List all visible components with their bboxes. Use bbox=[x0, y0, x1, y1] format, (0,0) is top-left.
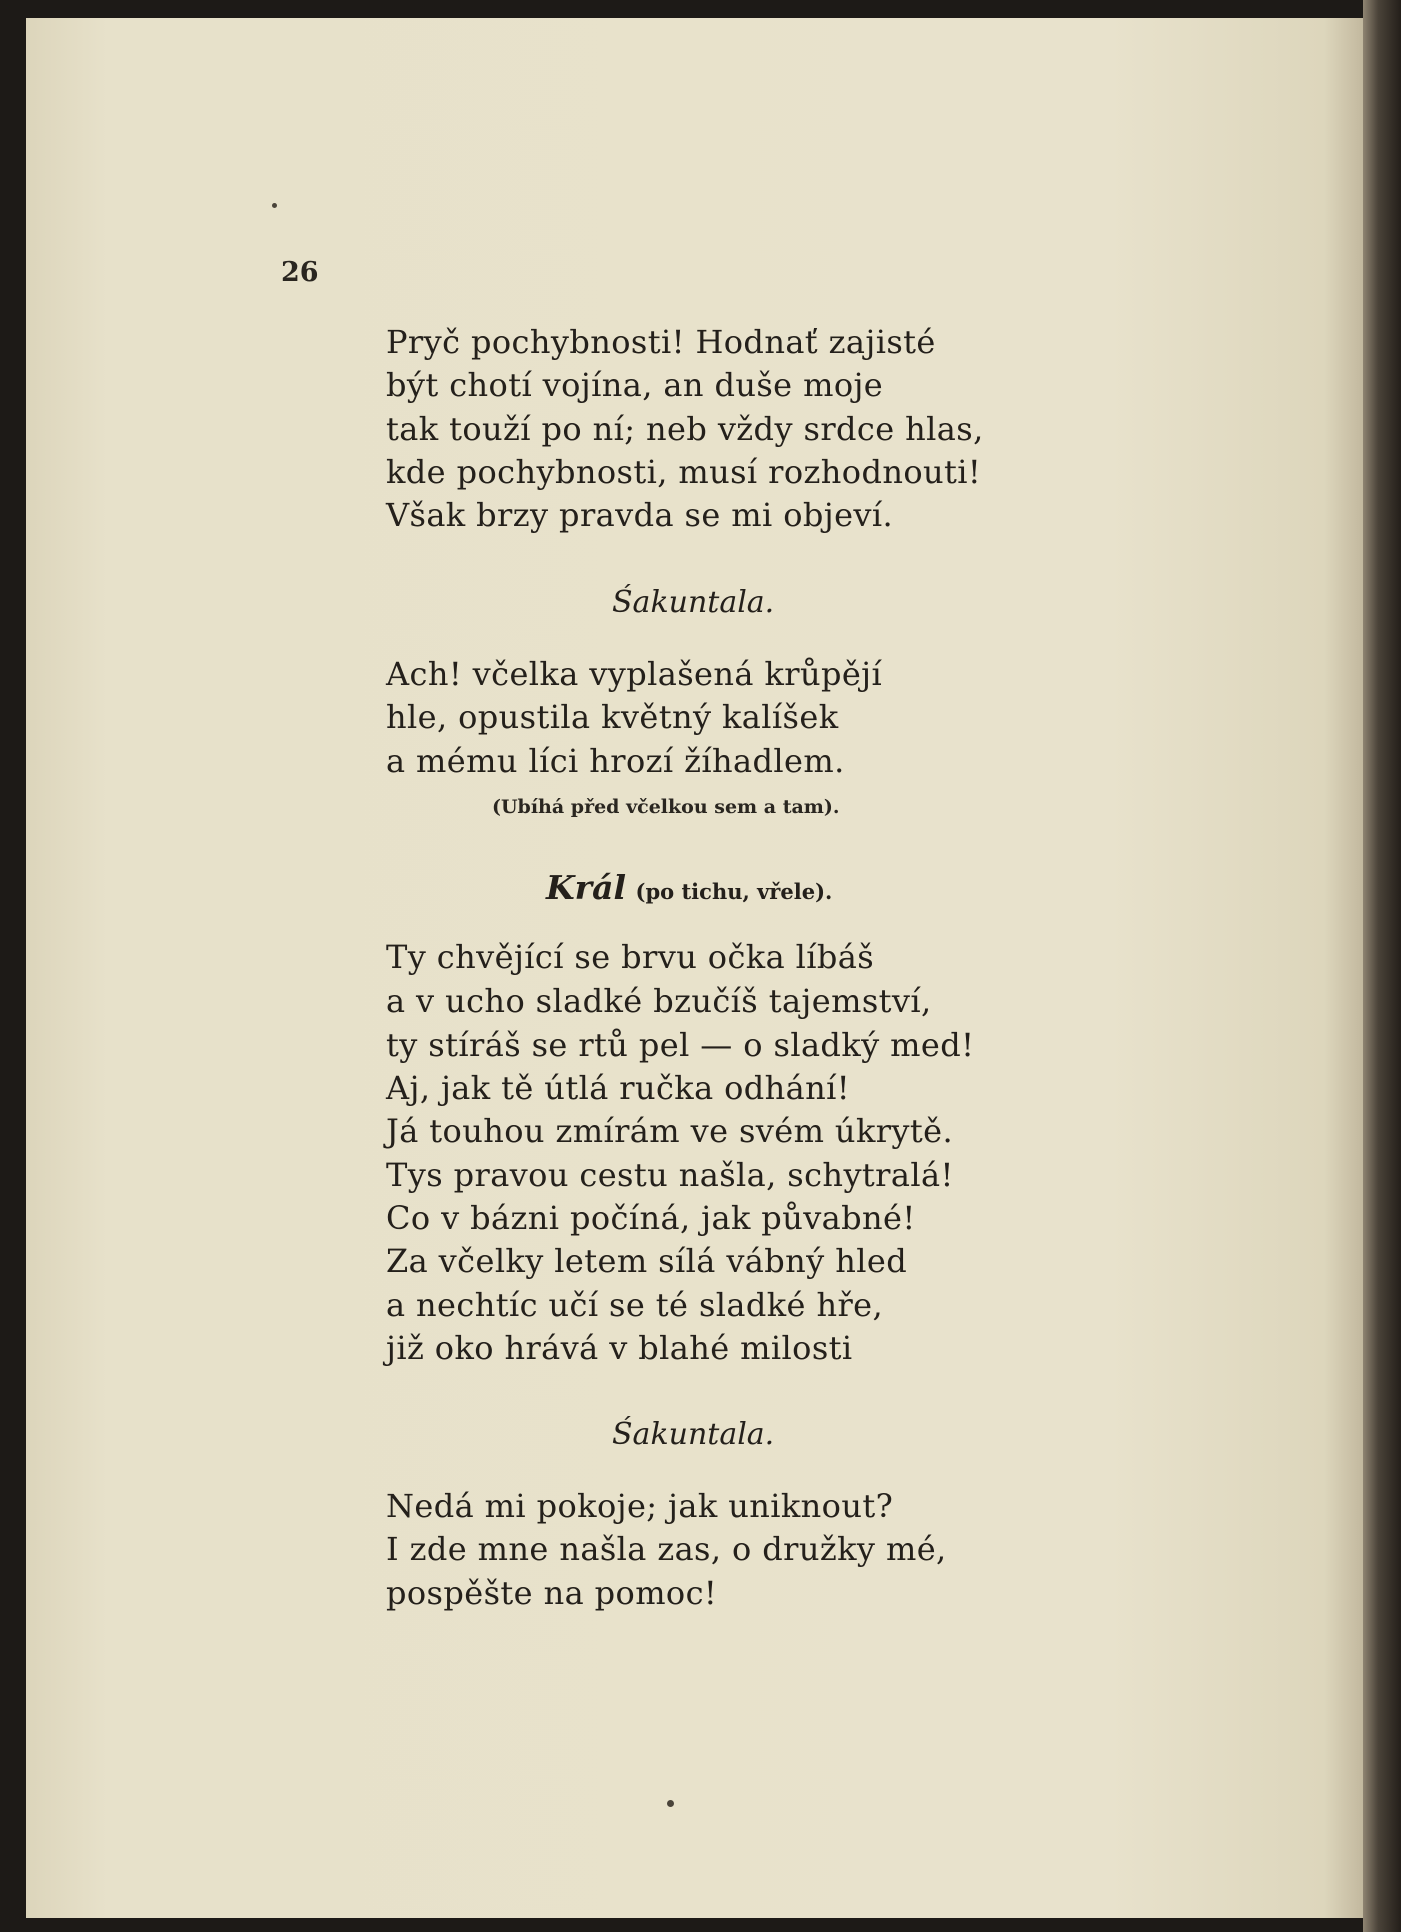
verse-line: být chotí vojína, an duše moje bbox=[386, 366, 884, 404]
verse-line: Aj, jak tě útlá ručka odhání! bbox=[386, 1069, 851, 1107]
verse-line: a nechtíc učí se té sladké hře, bbox=[386, 1286, 884, 1324]
verse-line: Za včelky letem sílá vábný hled bbox=[386, 1242, 908, 1280]
verse-line: kde pochybnosti, musí rozhodnouti! bbox=[386, 453, 982, 491]
book-binding-edge bbox=[1363, 0, 1401, 1932]
verse-line: Co v bázni počíná, jak půvabné! bbox=[386, 1199, 916, 1237]
verse-line: již oko hrává v blahé milosti bbox=[386, 1329, 853, 1367]
verse-line: I zde mne našla zas, o družky mé, bbox=[386, 1530, 947, 1568]
verse-line: Pryč pochybnosti! Hodnať zajisté bbox=[386, 323, 936, 361]
speaker-direction: (po tichu, vřele). bbox=[635, 879, 833, 904]
speaker-name: Śakuntala. bbox=[612, 585, 775, 620]
page-number: 26 bbox=[281, 257, 319, 288]
verse-line: Ty chvějící se brvu očka líbáš bbox=[386, 938, 875, 976]
speaker-heading bbox=[546, 868, 832, 907]
speaker-name: Śakuntala. bbox=[612, 1417, 775, 1452]
verse-line: Já touhou zmírám ve svém úkrytě. bbox=[386, 1112, 954, 1150]
verse-line: Však brzy pravda se mi objeví. bbox=[386, 496, 894, 534]
verse-line: pospěšte na pomoc! bbox=[386, 1574, 718, 1612]
verse-line: ty stíráš se rtů pel — o sladký med! bbox=[386, 1026, 975, 1064]
verse-line: Tys pravou cestu našla, schytralá! bbox=[386, 1156, 954, 1194]
stage-direction: (Ubíhá před včelkou sem a tam). bbox=[492, 796, 840, 818]
verse-line: a v ucho sladké bzučíš tajemství, bbox=[386, 982, 932, 1020]
verse-line: hle, opustila květný kalíšek bbox=[386, 698, 839, 736]
print-speck bbox=[667, 1800, 674, 1807]
verse-line: Ach! včelka vyplašená krůpějí bbox=[386, 655, 883, 693]
verse-line: tak touží po ní; neb vždy srdce hlas, bbox=[386, 410, 984, 448]
verse-line: a mému líci hrozí žíhadlem. bbox=[386, 742, 845, 780]
verse-line: Nedá mi pokoje; jak uniknout? bbox=[386, 1487, 894, 1525]
print-speck bbox=[272, 203, 277, 208]
speaker-name: Král bbox=[546, 868, 626, 907]
